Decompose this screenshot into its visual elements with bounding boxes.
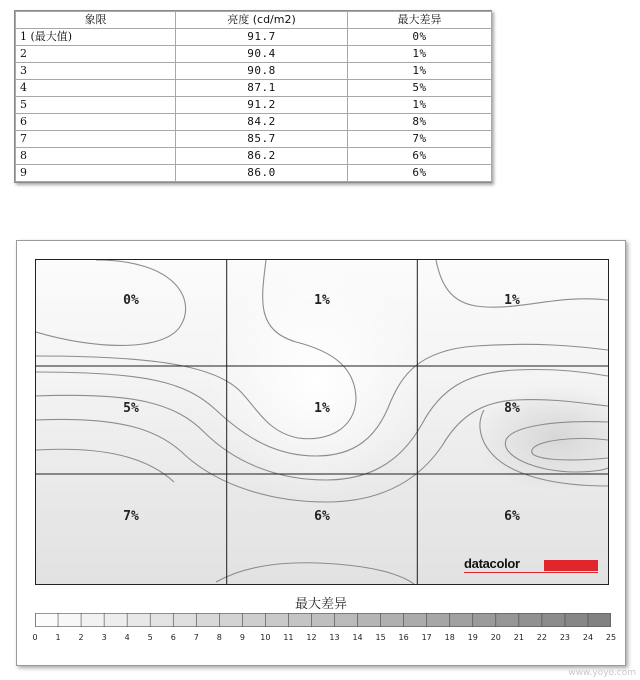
uniformity-map bbox=[35, 259, 609, 585]
legend-tick-label: 10 bbox=[260, 633, 271, 642]
max-diff-cell: 5% bbox=[348, 80, 492, 97]
legend-tick-label: 16 bbox=[398, 633, 409, 642]
quadrant-cell: 5 bbox=[16, 97, 176, 114]
datacolor-logo-bar bbox=[544, 560, 598, 571]
watermark: www.yoyo.com bbox=[568, 668, 636, 678]
legend-segment bbox=[519, 613, 542, 627]
table-row bbox=[16, 63, 492, 80]
cell-label-6: 8% bbox=[504, 401, 520, 416]
legend-segment bbox=[473, 613, 496, 627]
legend-title: 最大差异 bbox=[294, 597, 347, 612]
legend-tick-label: 19 bbox=[467, 633, 478, 642]
legend-segment bbox=[565, 613, 588, 627]
legend-tick-label: 18 bbox=[444, 633, 455, 642]
legend-tick-labels bbox=[32, 633, 617, 647]
table-row bbox=[16, 148, 492, 165]
legend-segment bbox=[358, 613, 381, 627]
legend-segment bbox=[104, 613, 127, 627]
header-max-diff: 最大差异 bbox=[348, 12, 492, 29]
legend-tick-label: 12 bbox=[306, 633, 317, 642]
quadrant-cell: 1 (最大值) bbox=[16, 29, 176, 46]
luminance-cell: 86.2 bbox=[176, 148, 348, 165]
legend-tick-label: 17 bbox=[421, 633, 432, 642]
quadrant-cell: 7 bbox=[16, 131, 176, 148]
legend-segment bbox=[335, 613, 358, 627]
luminance-cell: 91.7 bbox=[176, 29, 348, 46]
legend-tick-label: 14 bbox=[352, 633, 363, 642]
table-header-row bbox=[16, 12, 492, 29]
max-diff-cell: 1% bbox=[348, 46, 492, 63]
legend-segment bbox=[196, 613, 219, 627]
uniformity-table bbox=[15, 11, 492, 182]
quadrant-cell: 4 bbox=[16, 80, 176, 97]
cell-label-9: 6% bbox=[504, 509, 520, 524]
legend-tick-label: 5 bbox=[147, 633, 153, 642]
table-row bbox=[16, 80, 492, 97]
max-diff-cell: 7% bbox=[348, 131, 492, 148]
quadrant-cell: 2 bbox=[16, 46, 176, 63]
table-row bbox=[16, 46, 492, 63]
legend-segment bbox=[150, 613, 173, 627]
legend-segment bbox=[588, 613, 611, 627]
luminance-cell: 87.1 bbox=[176, 80, 348, 97]
max-diff-cell: 6% bbox=[348, 165, 492, 182]
legend-segment bbox=[404, 613, 427, 627]
quadrant-cell: 9 bbox=[16, 165, 176, 182]
legend-segment bbox=[219, 613, 242, 627]
legend-tick-label: 0 bbox=[32, 633, 38, 642]
legend-tick-label: 8 bbox=[216, 633, 222, 642]
quadrant-cell: 8 bbox=[16, 148, 176, 165]
cell-label-5: 1% bbox=[314, 401, 330, 416]
legend-tick-label: 4 bbox=[124, 633, 130, 642]
legend-segment bbox=[427, 613, 450, 627]
cell-label-1: 0% bbox=[123, 293, 139, 308]
luminance-cell: 91.2 bbox=[176, 97, 348, 114]
max-diff-cell: 8% bbox=[348, 114, 492, 131]
legend-segment bbox=[81, 613, 104, 627]
max-diff-cell: 1% bbox=[348, 97, 492, 114]
datacolor-logo-underline bbox=[464, 572, 598, 573]
legend-tick-label: 24 bbox=[582, 633, 594, 642]
legend-tick-label: 23 bbox=[559, 633, 570, 642]
table-row bbox=[16, 131, 492, 148]
luminance-cell: 85.7 bbox=[176, 131, 348, 148]
legend-tick-label: 20 bbox=[490, 633, 501, 642]
legend-segment bbox=[450, 613, 473, 627]
legend-tick-label: 22 bbox=[536, 633, 547, 642]
legend-segment bbox=[127, 613, 150, 627]
cell-label-4: 5% bbox=[123, 401, 139, 416]
luminance-cell: 86.0 bbox=[176, 165, 348, 182]
cell-label-7: 7% bbox=[123, 509, 139, 524]
legend-tick-label: 25 bbox=[605, 633, 617, 642]
legend-segment bbox=[381, 613, 404, 627]
legend-tick-label: 2 bbox=[78, 633, 84, 642]
quadrant-cell: 3 bbox=[16, 63, 176, 80]
luminance-cell: 90.8 bbox=[176, 63, 348, 80]
legend-segment bbox=[311, 613, 334, 627]
max-diff-cell: 1% bbox=[348, 63, 492, 80]
legend-tick-label: 7 bbox=[193, 633, 199, 642]
legend-tick-label: 9 bbox=[239, 633, 245, 642]
quadrant-cell: 6 bbox=[16, 114, 176, 131]
max-diff-cell: 0% bbox=[348, 29, 492, 46]
legend-segment bbox=[288, 613, 311, 627]
table-row bbox=[16, 165, 492, 182]
luminance-cell: 90.4 bbox=[176, 46, 348, 63]
legend-segment bbox=[35, 613, 58, 627]
uniformity-table-panel bbox=[14, 10, 492, 183]
legend-tick-label: 11 bbox=[283, 633, 294, 642]
table-row bbox=[16, 114, 492, 131]
legend-segment bbox=[496, 613, 519, 627]
legend-segment bbox=[173, 613, 196, 627]
cell-label-8: 6% bbox=[314, 509, 330, 524]
legend-segment bbox=[542, 613, 565, 627]
legend-segment bbox=[265, 613, 288, 627]
cell-label-2: 1% bbox=[314, 293, 330, 308]
table-row bbox=[16, 29, 492, 46]
legend-tick-label: 3 bbox=[101, 633, 107, 642]
legend-tick-label: 6 bbox=[170, 633, 176, 642]
luminance-cell: 84.2 bbox=[176, 114, 348, 131]
legend-tick-label: 1 bbox=[55, 633, 61, 642]
contour-map-graphic bbox=[36, 260, 608, 584]
cell-label-3: 1% bbox=[504, 293, 520, 308]
table-row bbox=[16, 97, 492, 114]
header-quadrant: 象限 bbox=[16, 12, 176, 29]
max-diff-cell: 6% bbox=[348, 148, 492, 165]
legend-segment bbox=[242, 613, 265, 627]
legend-segment bbox=[58, 613, 81, 627]
legend-tick-label: 13 bbox=[329, 633, 340, 642]
datacolor-logo: datacolor bbox=[464, 556, 520, 571]
uniformity-map-panel bbox=[16, 240, 626, 666]
legend-color-scale bbox=[35, 613, 611, 627]
legend-tick-label: 21 bbox=[513, 633, 524, 642]
header-luminance: 亮度 (cd/m2) bbox=[176, 12, 348, 29]
legend-tick-label: 15 bbox=[375, 633, 386, 642]
